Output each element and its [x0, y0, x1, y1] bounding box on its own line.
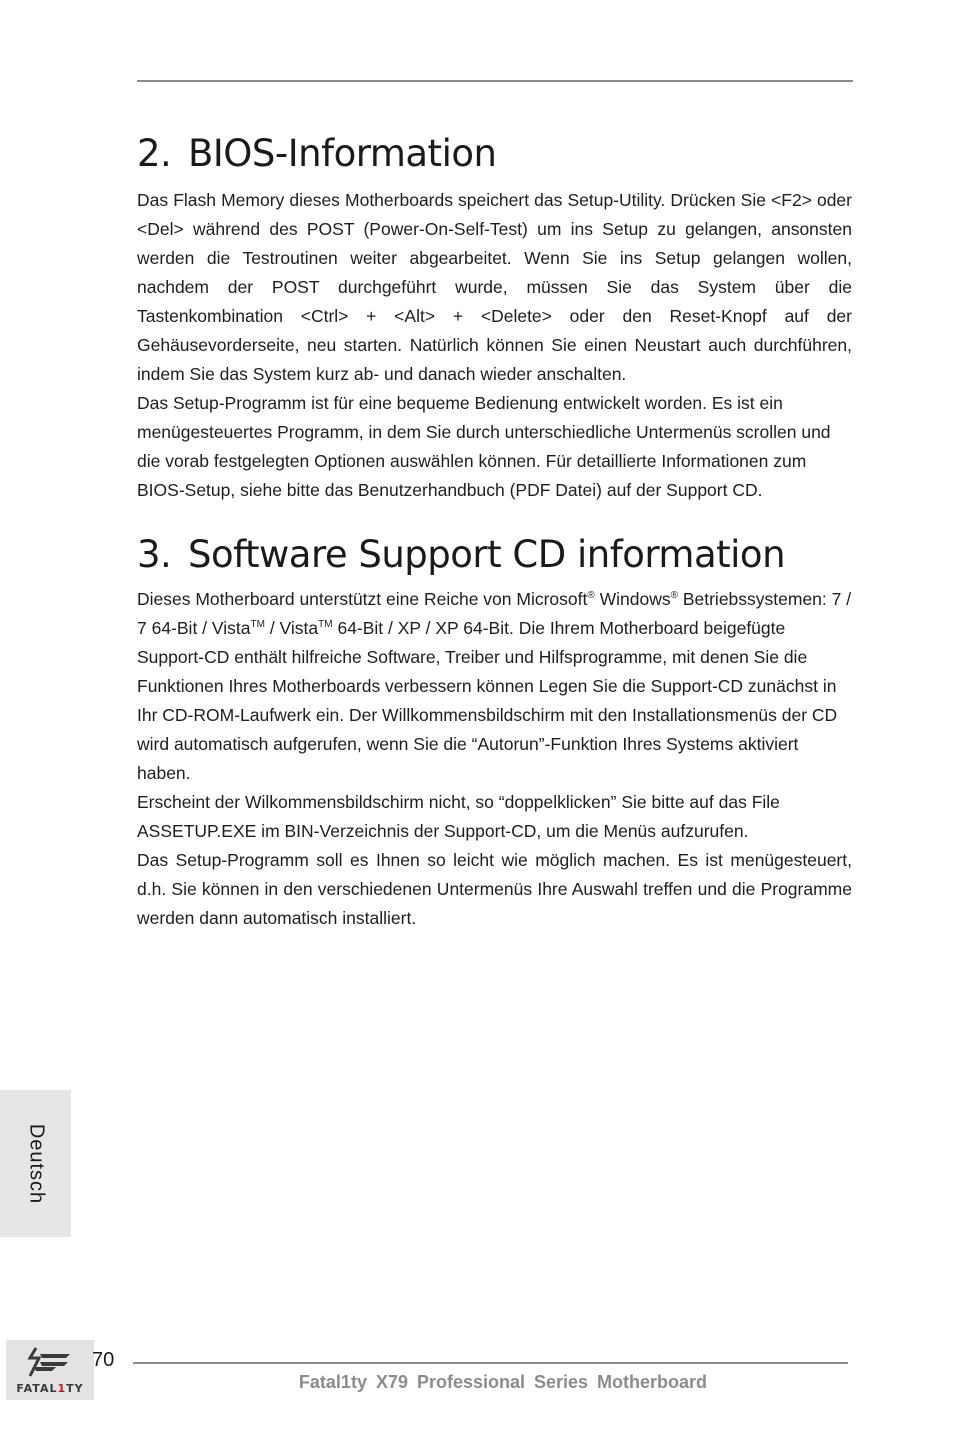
- section-title: BIOS-Information: [188, 132, 497, 175]
- section-title: Software Support CD information: [188, 533, 786, 576]
- registered-mark: ®: [587, 590, 595, 601]
- section-software-support-cd: [137, 533, 852, 933]
- section-heading: [137, 533, 852, 577]
- section-heading: [137, 132, 852, 176]
- text-run: Windows: [594, 589, 671, 609]
- paragraph: Das Setup-Programm ist für eine bequeme Bedienung entwickelt worden. Es ist ein menügesteuertes Programm, in dem Sie durch unterschiedliche Untermenüs scrollen und die vorab festgelegten Optionen auswählen können. Für detaillierte Informationen zum BIOS-Setup, siehe bitte das Benutzerhandbuch (PDF Datei) auf der Support CD.: [137, 393, 831, 500]
- paragraph: Erscheint der Wilkommensbildschirm nicht, so “doppelklicken” Sie bitte auf das File ASSETUP.EXE im BIN-Verzeichnis der Support-CD, um die Menüs aufzurufen.: [137, 792, 780, 841]
- registered-mark: ®: [670, 590, 678, 601]
- footer-title: Fatal1ty X79 Professional Series Motherboard: [298, 1372, 708, 1392]
- bottom-rule: [133, 1362, 848, 1364]
- svg-text:FATAL1TY: FATAL1TY: [16, 1382, 84, 1395]
- paragraph: Das Setup-Programm soll es Ihnen so leicht wie möglich machen. Es ist menügesteuert, d.h. Sie können in den verschiedenen Untermenüs Ihre Auswahl treffen und die Programme werden dann automatisch installiert.: [137, 850, 852, 928]
- top-rule: [137, 80, 853, 82]
- fatal1ty-logo-icon: [6, 1340, 94, 1400]
- text-run: / Vista: [264, 618, 319, 638]
- text-run: Betriebssystemen: 7 / 7 64-Bit / Vista: [137, 589, 852, 638]
- paragraph: Das Flash Memory dieses Motherboards speichert das Setup-Utility. Drücken Sie <F2> oder <Del> während des POST (Power-On-Self-Test) um ins Setup zu gelangen, ansonsten werden die Testroutinen weiter abgearbeitet. Wenn Sie ins Setup gelangen wollen, nachdem der POST durchgeführt wurde, müssen Sie das System über die Tastenkombination <Ctrl> + <Alt> + <Delete> oder den Reset-Knopf auf der Gehäusevorderseite, neu starten. Natürlich können Sie einen Neustart auch durchführen, indem Sie das System kurz ab- und danach wieder anschalten.: [137, 190, 852, 384]
- text-run: Dieses Motherboard unterstützt eine Reiche von Microsoft: [137, 589, 588, 609]
- page-number: 70: [92, 1349, 115, 1371]
- page-content: [137, 132, 852, 933]
- section-number: 3.: [137, 533, 172, 576]
- text-run: 64-Bit / XP / XP 64-Bit. Die Ihrem Motherboard beigefügte Support-CD enthält hilfreiche Software, Treiber und Hilfsprogramme, mit denen Sie die Funktionen Ihres Motherboards verbessern können Legen Sie die Support-CD zunächst in Ihr CD-ROM-Laufwerk ein. Der Willkommensbildschirm mit den Installationsmenüs der CD wird automatisch aufgerufen, wenn Sie die “Autorun”-Funktion Ihres Systems aktiviert haben.: [137, 618, 838, 783]
- fatal1ty-logo: [6, 1340, 94, 1400]
- trademark-mark: TM: [318, 619, 333, 630]
- language-label: Deutsch: [25, 1123, 47, 1204]
- section-number: 2.: [137, 132, 172, 175]
- trademark-mark: TM: [250, 619, 265, 630]
- paragraph: [137, 585, 852, 788]
- section-bios-information: [137, 132, 852, 505]
- language-side-tab: [0, 1090, 71, 1237]
